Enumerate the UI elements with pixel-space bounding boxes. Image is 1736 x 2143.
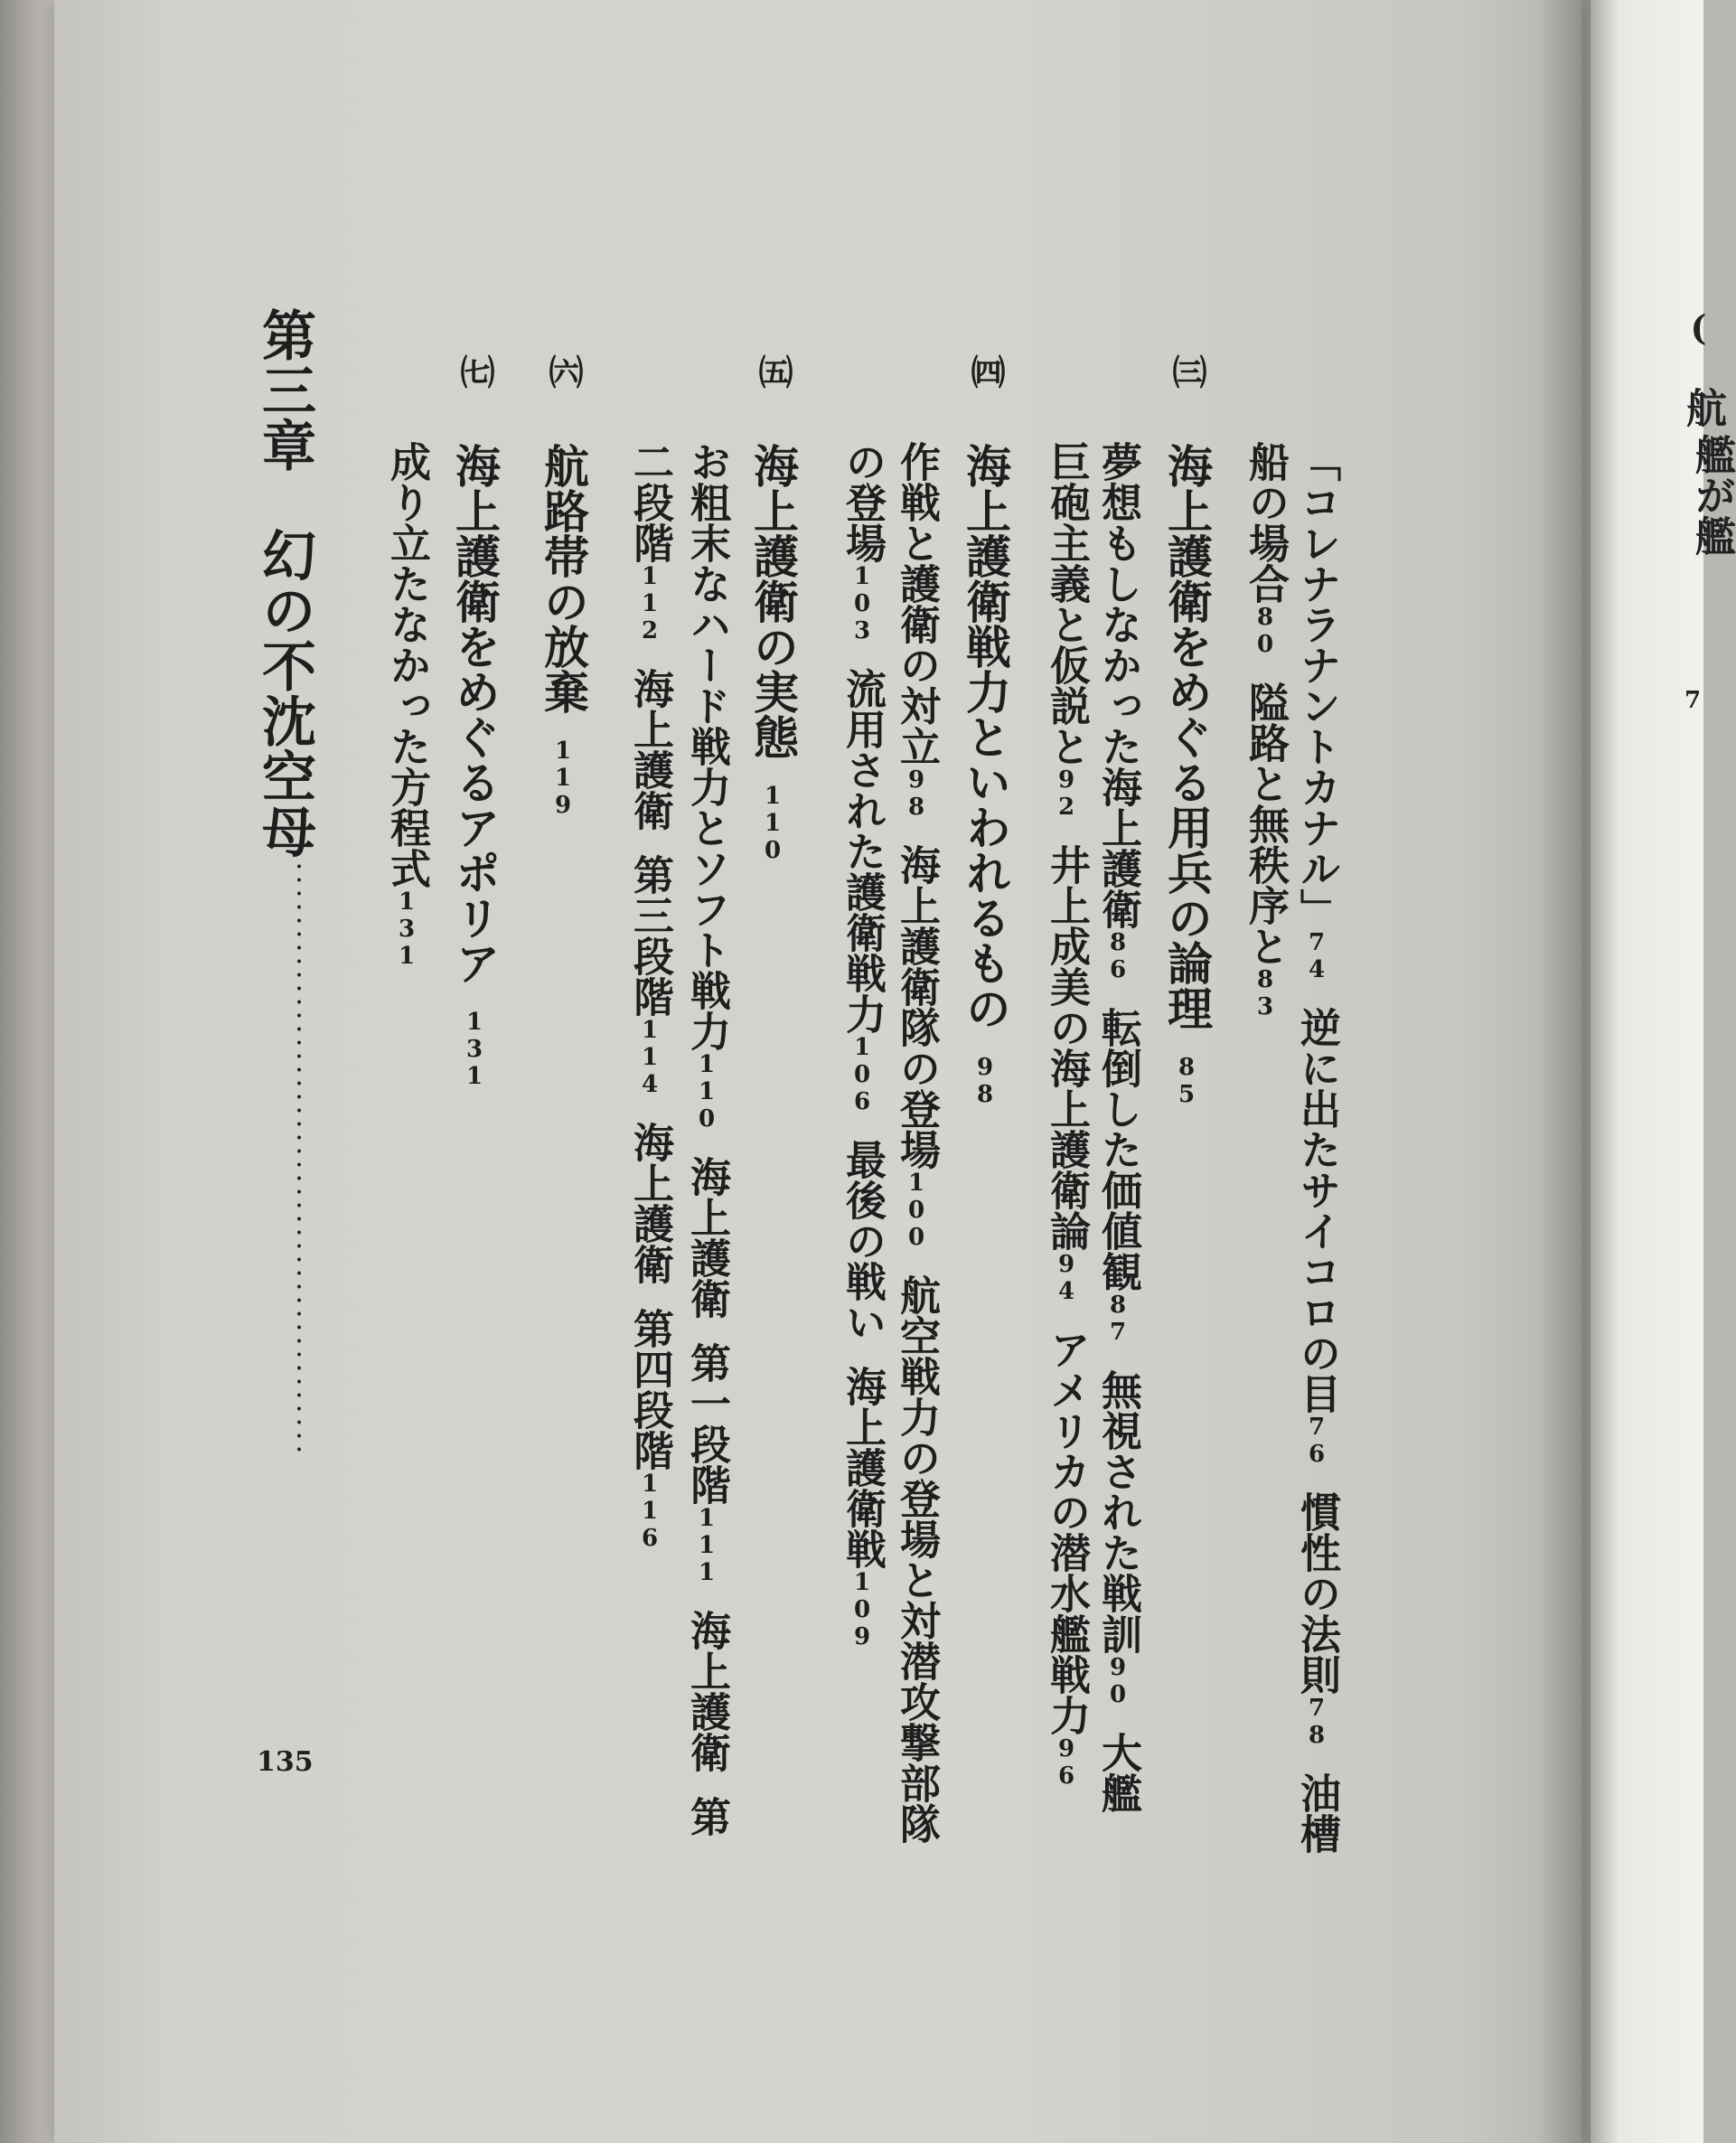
section-5-page: 110 [759,783,786,864]
toc-line-8: お粗末なハード戦力とソフト戦力110海上護衛第一段階111海上護衛第 [683,441,731,1837]
toc-line-2: 船の場合80隘路と無秩序と83 [1242,441,1290,1020]
chapter-title: 幻の不沈空母 [253,527,316,860]
toc-line-7: の登場103流用された護衛戦力106最後の戦い海上護衛戦109 [839,441,887,1650]
section-4 [959,354,1012,1108]
section-3 [1160,354,1214,1108]
chapter-page: 135 [257,1746,314,1778]
next-page-edge [1591,0,1736,2143]
section-7-page: 131 [461,1009,488,1090]
section-5 [746,354,800,864]
section-3-title: 海上護衛をめぐる用兵の論理 [1160,443,1214,1030]
leader-dots [295,860,304,1456]
section-6 [537,354,590,819]
section-6-title: 航路帯の放棄 [537,443,590,714]
section-7-title: 海上護衛をめぐるアポリア [448,443,502,985]
section-6-marker: ㈥ [543,354,584,389]
toc-line-5: 巨砲主義と仮説と92井上成美の海上護衛論94アメリカの潜水艦戦力96 [1043,441,1091,1790]
section-6-page: 119 [549,738,577,819]
section-4-page: 98 [971,1054,999,1108]
section-3-marker: ㈢ [1167,354,1207,389]
chapter-label: 第三章 [253,307,316,474]
next-page-line-2: 艦が艦 [1688,434,1736,556]
next-page-page: 7 [1679,687,1706,714]
toc-line-9: 二段階112海上護衛第三段階114海上護衛第四段階116 [626,441,674,1552]
section-5-title: 海上護衛の実態 [746,443,800,759]
toc-line-6: 作戦と護衛の対立98海上護衛隊の登場100航空戦力の登場と対潜攻撃部隊 [893,441,941,1844]
section-4-title: 海上護衛戦力といわれるもの [959,443,1012,1030]
next-page-line-1: 航 [1679,387,1727,428]
toc-line-4: 夢想もしなかった海上護衛86転倒した価値観87無視された戦訓90大艦 [1094,441,1142,1813]
chapter-heading [253,307,316,1456]
next-page-marker: ( [1678,307,1719,348]
section-3-page: 85 [1173,1054,1200,1108]
section-7-marker: ㈦ [455,354,495,389]
toc-line-10: 成り立たなかった方程式131 [383,441,431,970]
section-7 [448,354,502,1090]
section-5-marker: ㈤ [753,354,793,389]
book-gutter [1536,0,1591,2143]
toc-line-1: 「コレナラナントカナル」74逆に出たサイコロの目76慣性の法則78油槽 [1293,441,1341,1854]
section-4-marker: ㈣ [965,354,1006,389]
